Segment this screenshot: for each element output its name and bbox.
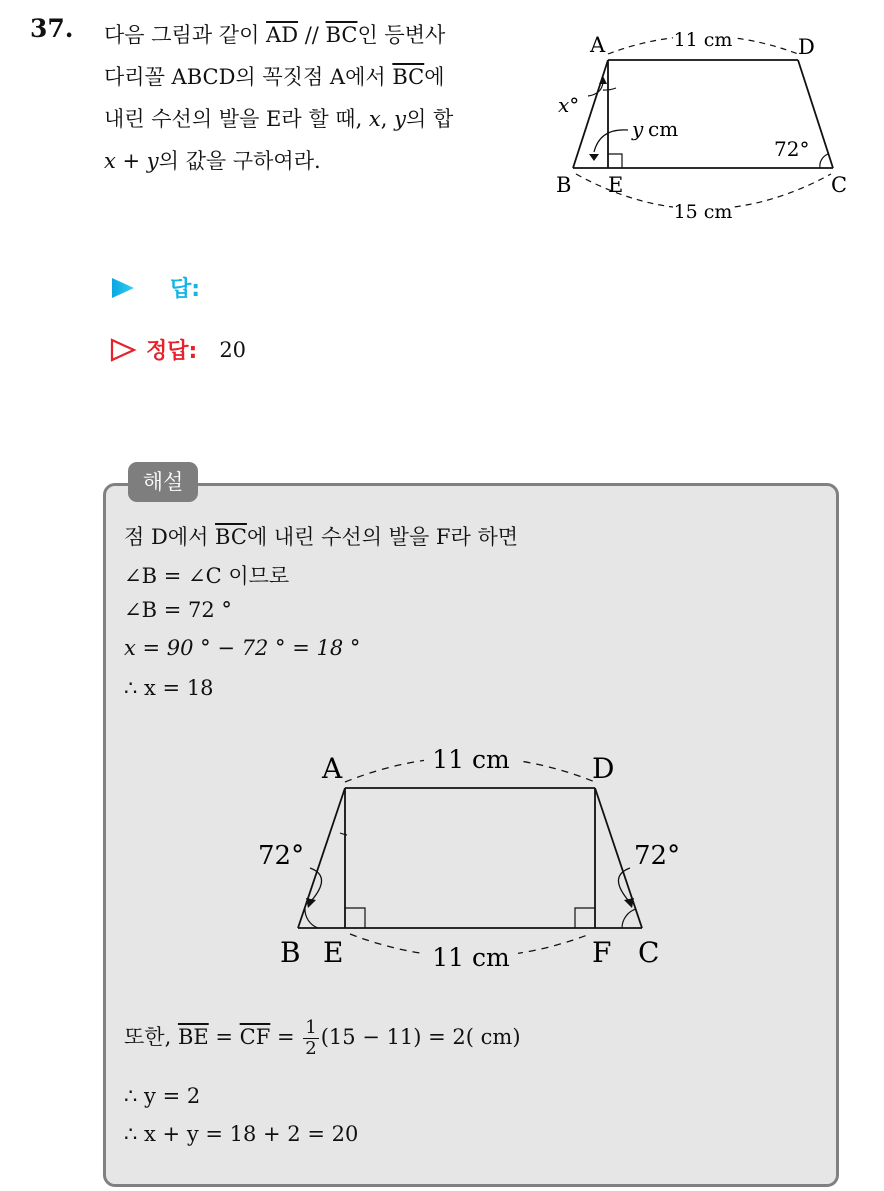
fig1-label-d: D [798,35,815,59]
question-number: 37. [30,14,74,43]
fig2-angle-right: 72° [634,841,681,871]
solution-line-8: ∴ x + y = 18 + 2 = 20 [124,1122,359,1146]
trapezoid-solution-figure [250,740,681,980]
sol-l6eq2: = [270,1025,302,1049]
fraction-one-half [303,1018,318,1059]
solution-line-2: ∠B = ∠C 이므로 [124,564,290,588]
correct-answer-label: 정답: [146,339,198,364]
q-text-3: 다리꼴 ABCD의 꼭짓점 A에서 [104,65,393,89]
answer-label: 답: [170,277,201,302]
sol-l6eq: = [208,1025,240,1049]
q-comma: , [380,107,395,131]
fig1-label-c: C [831,173,848,197]
segment-ad: $\overline{AD}$ [266,23,299,47]
fraction-numerator: 1 [305,1017,317,1038]
q-text-4: 에 [424,65,445,89]
sum-expression: x + y [104,149,159,173]
fig1-label-b: B [556,173,572,197]
solution-line-1 [124,521,518,551]
outline-triangle-icon [110,338,136,362]
fig1-angle-x: x° [558,93,580,117]
fig2-label-a: A [322,752,343,785]
sol-l6a: 또한, [124,1025,178,1049]
q-text-1: 다음 그림과 같이 [104,23,267,47]
correct-answer-value: 20 [219,337,247,362]
sol-segment-bc: $\overline{BC}$ [215,525,247,549]
fraction-denominator: 2 [305,1038,317,1059]
parallel-symbol: // [298,23,326,47]
fig1-top-length: 11 cm [673,29,733,51]
trapezoid-figure [548,22,848,232]
fig2-label-d: D [592,752,615,785]
sol-l6rest: (15 − 11) = 2( cm) [320,1025,521,1049]
q-text-5: 내린 수선의 발을 E라 할 때, [104,107,369,131]
fig2-label-f: F [592,936,612,969]
fig2-top-length: 11 cm [432,745,510,774]
fig2-angle-left: 72° [258,841,305,871]
solution-line-7: ∴ y = 2 [124,1084,201,1108]
sol-l1a: 점 D에서 [124,525,216,549]
fig1-height-unit: cm [648,117,679,141]
play-triangle-icon [110,277,136,299]
solution-line-6 [124,1018,521,1059]
answer-row [110,272,200,303]
correct-answer-row [110,334,246,365]
question-text [104,14,544,182]
var-x: x [368,107,381,131]
segment-bc-2: $\overline{BC}$ [392,65,425,89]
fig2-bottom-length: 11 cm [432,943,510,972]
q-text-7: 의 값을 구하여라. [158,149,321,173]
fig1-label-e: E [608,173,624,197]
segment-bc: $\overline{BC}$ [325,23,358,47]
solution-line-4: x = 90 ° − 72 ° = 18 ° [124,636,361,660]
fig2-label-b: B [280,936,301,969]
sol-segment-be: $\overline{BE}$ [177,1025,209,1049]
fig1-label-a: A [590,33,606,57]
solution-line-3: ∠B = 72 ° [124,598,232,622]
fig2-label-c: C [638,936,660,969]
solution-tag: 해설 [128,462,198,502]
q-text-2: 인 등변사 [357,23,446,47]
solution-line-5: ∴ x = 18 [124,676,214,700]
fig2-label-e: E [323,936,344,969]
fig1-height-y: y [632,117,644,141]
var-y: y [394,107,406,131]
fig1-angle-c: 72° [774,137,810,161]
fig1-bottom-length: 15 cm [673,201,733,223]
q-text-6: 의 합 [406,107,454,131]
sol-segment-cf: $\overline{CF}$ [239,1025,271,1049]
sol-l1c: 에 내린 수선의 발을 F라 하면 [246,525,519,549]
